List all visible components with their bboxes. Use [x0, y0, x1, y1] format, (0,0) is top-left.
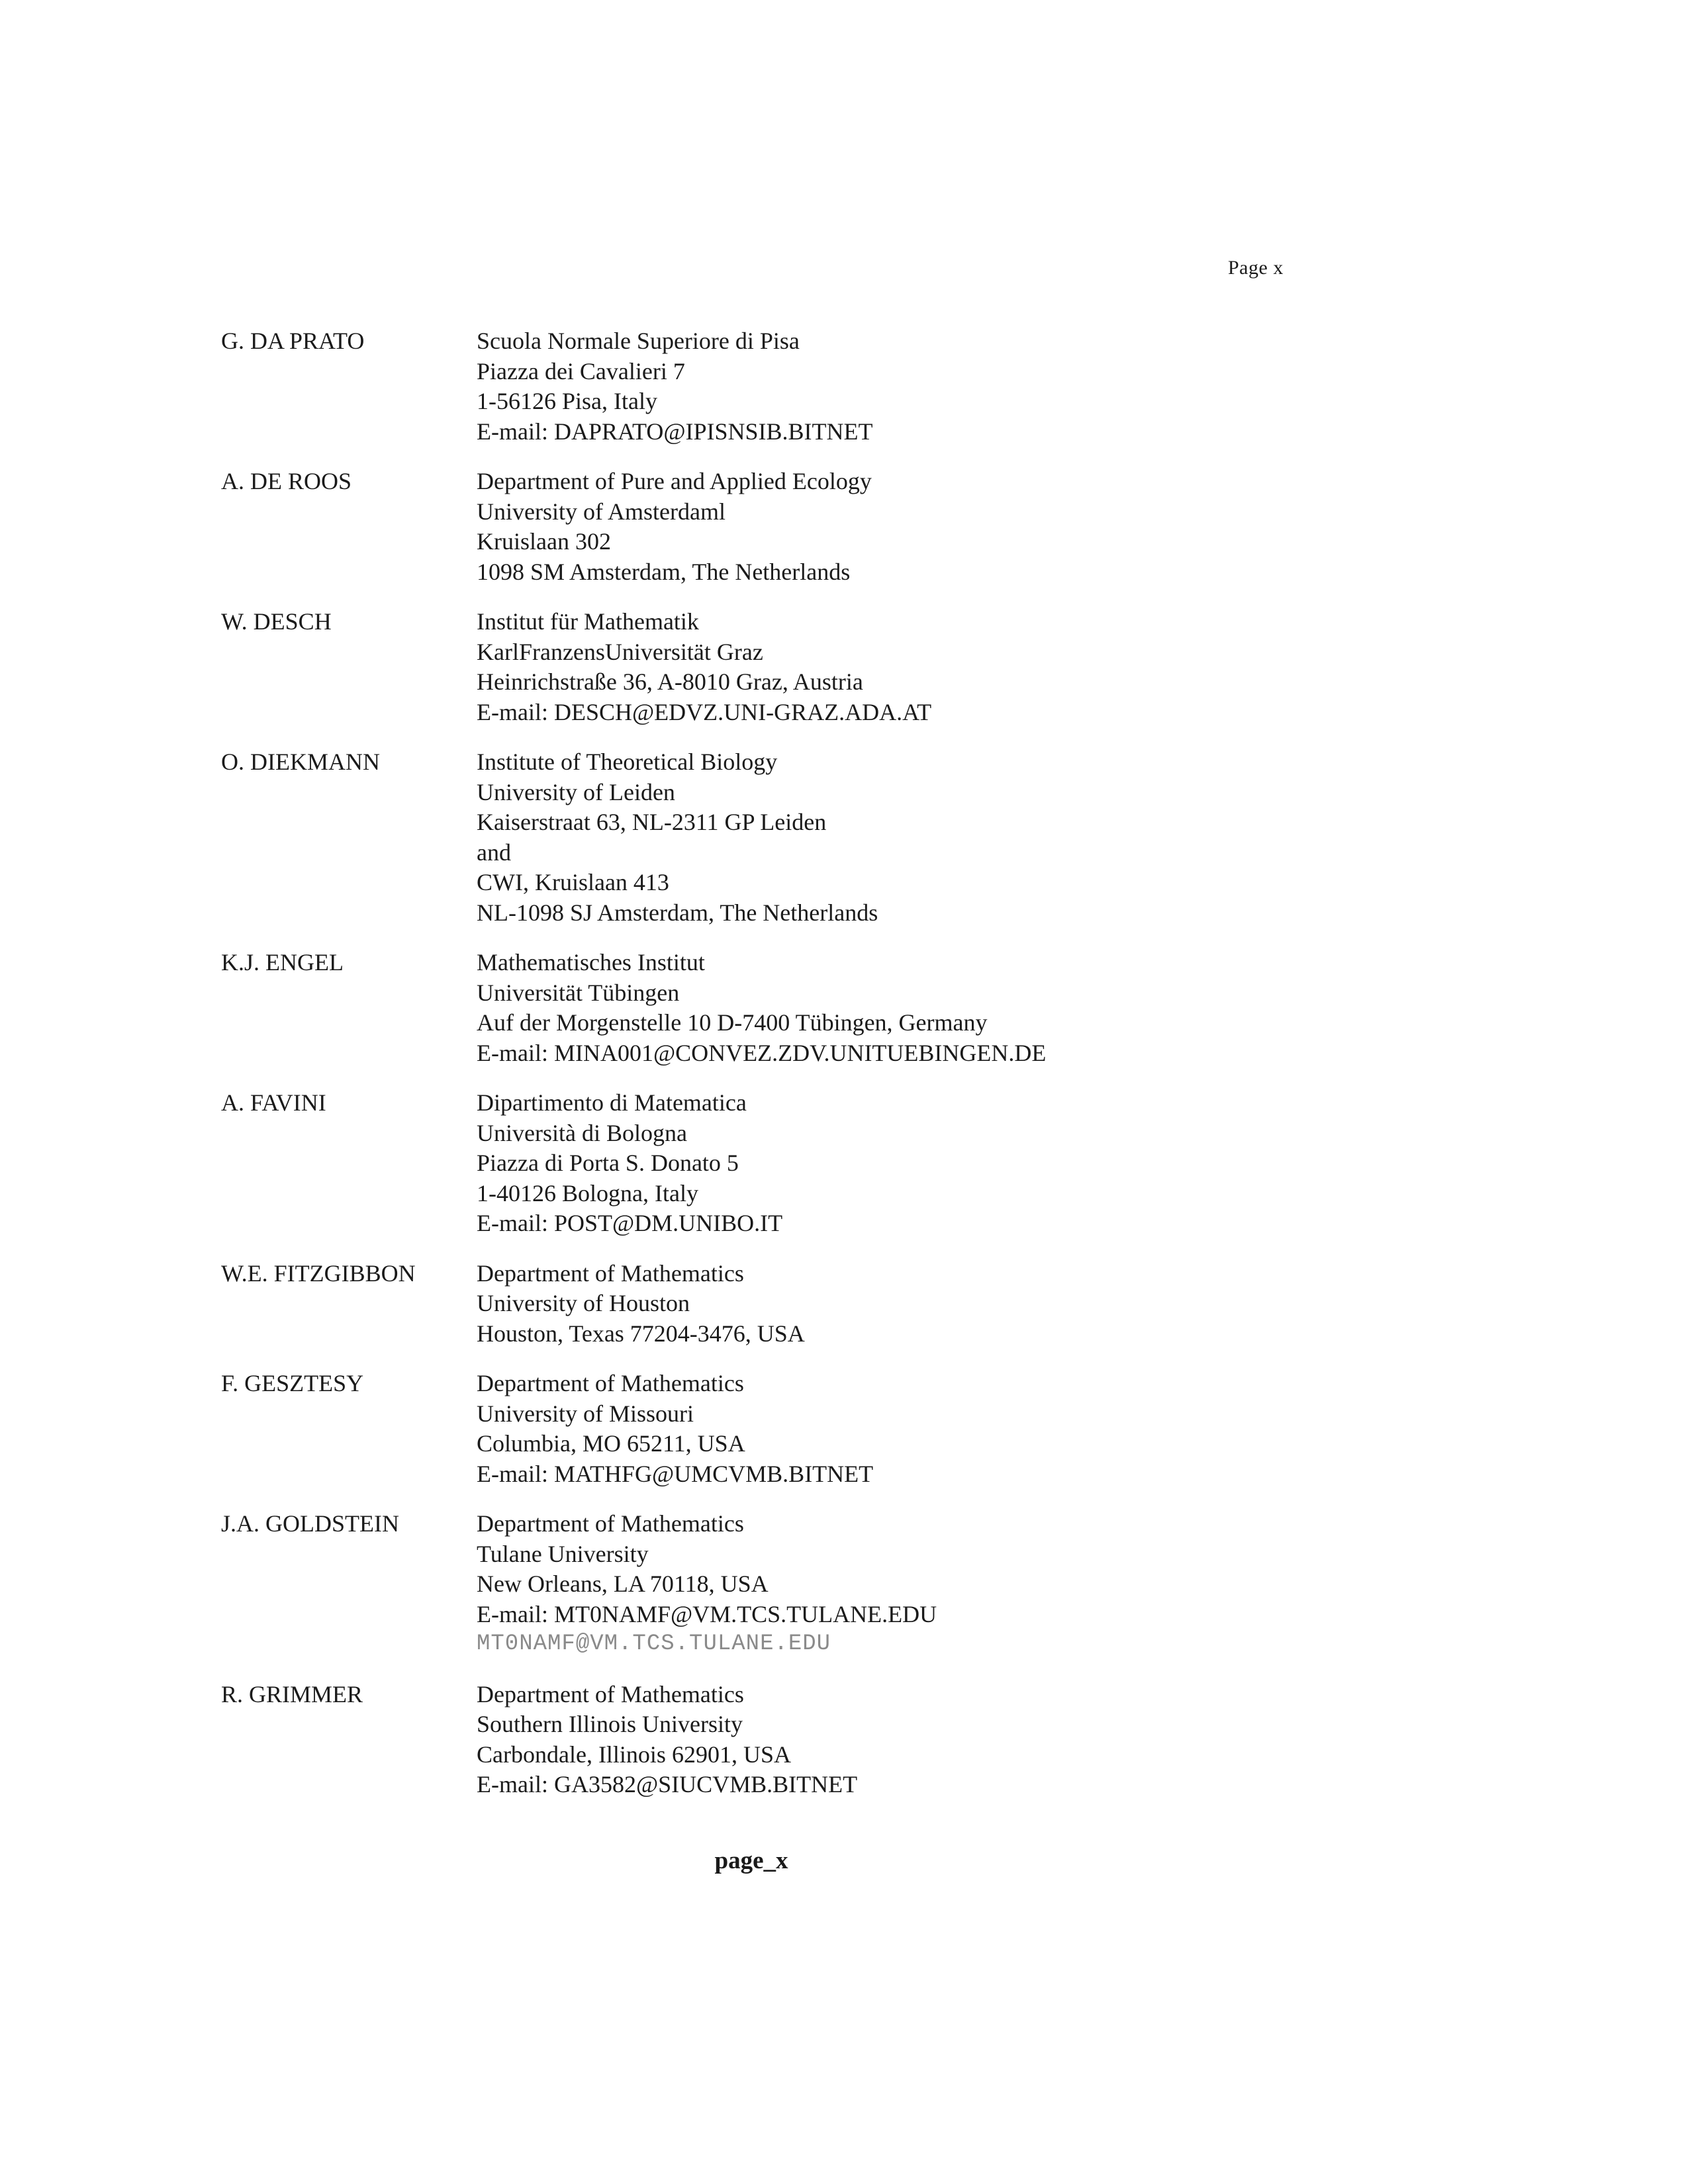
address-line: Dipartimento di Matematica [477, 1089, 747, 1116]
contributor-entry [221, 1509, 1479, 1660]
contributor-entry [221, 1088, 1479, 1239]
address-line: Heinrichstraße 36, A-8010 Graz, Austria [477, 668, 863, 695]
email-line: E-mail: MINA001@CONVEZ.ZDV.UNITUEBINGEN.DE [477, 1039, 1047, 1066]
address-line: Institut für Mathematik [477, 608, 699, 635]
address-line: Houston, Texas 77204-3476, USA [477, 1320, 805, 1347]
contributor-entry [221, 1680, 1479, 1800]
contributor-entry [221, 1369, 1479, 1489]
email-line: E-mail: GA3582@SIUCVMB.BITNET [477, 1771, 858, 1797]
contributor-name: O. DIEKMANN [221, 749, 380, 775]
address-line: Auf der Morgenstelle 10 D-7400 Tübingen, Germany [477, 1009, 988, 1036]
contributor-entry [221, 948, 1479, 1068]
contributor-name: G. DA PRATO [221, 328, 365, 354]
contributor-name: J.A. GOLDSTEIN [221, 1510, 399, 1537]
email-line: E-mail: MT0NAMF@VM.TCS.TULANE.EDU [477, 1600, 937, 1627]
address-line: and [477, 839, 511, 866]
address-line: Universität Tübingen [477, 979, 680, 1006]
email-line: E-mail: DESCH@EDVZ.UNI-GRAZ.ADA.AT [477, 698, 932, 725]
contributor-name: F. GESZTESY [221, 1370, 364, 1396]
contributor-name: W. DESCH [221, 608, 332, 635]
contributor-entry [221, 1259, 1479, 1349]
address-line: Carbondale, Illinois 62901, USA [477, 1741, 791, 1768]
address-line: New Orleans, LA 70118, USA [477, 1570, 769, 1597]
faded-email-line: MT0NAMF@VM.TCS.TULANE.EDU [477, 1631, 831, 1657]
address-line: University of Leiden [477, 778, 675, 805]
address-line: University of Missouri [477, 1400, 694, 1427]
contributor-address [477, 467, 1479, 587]
address-line: Institute of Theoretical Biology [477, 749, 778, 775]
contributor-address [477, 607, 1479, 727]
page-header: Page x [1228, 257, 1284, 279]
contributor-address [477, 1369, 1479, 1489]
address-line: Kaiserstraat 63, NL-2311 GP Leiden [477, 809, 827, 835]
email-line: E-mail: MATHFG@UMCVMB.BITNET [477, 1460, 874, 1487]
address-line: Department of Mathematics [477, 1259, 744, 1287]
contributor-name: A. DE ROOS [221, 468, 352, 494]
address-line: 1-56126 Pisa, Italy [477, 388, 657, 414]
address-line: Università di Bologna [477, 1119, 687, 1146]
address-line: Piazza dei Cavalieri 7 [477, 357, 685, 385]
address-line: 1-40126 Bologna, Italy [477, 1179, 698, 1206]
address-line: Department of Mathematics [477, 1680, 744, 1707]
address-line: Scuola Normale Superiore di Pisa [477, 328, 800, 354]
address-line: Kruislaan 302 [477, 528, 611, 555]
address-line: Department of Mathematics [477, 1370, 744, 1396]
contributor-name: R. GRIMMER [221, 1680, 363, 1707]
contributor-address [477, 1088, 1479, 1239]
address-line: Southern Illinois University [477, 1711, 743, 1737]
address-line: CWI, Kruislaan 413 [477, 869, 669, 895]
address-line: Columbia, MO 65211, USA [477, 1430, 745, 1457]
address-line: KarlFranzensUniversität Graz [477, 638, 763, 665]
contributor-list [221, 326, 1479, 1820]
contributor-name: W.E. FITZGIBBON [221, 1259, 416, 1287]
contributor-entry [221, 607, 1479, 727]
email-line: E-mail: POST@DM.UNIBO.IT [477, 1210, 783, 1236]
address-line: Tulane University [477, 1540, 649, 1567]
email-line: E-mail: DAPRATO@IPISNSIB.BITNET [477, 418, 873, 445]
address-line: Mathematisches Institut [477, 949, 705, 976]
contributor-entry [221, 747, 1479, 928]
contributor-entry [221, 326, 1479, 447]
contributor-entry [221, 467, 1479, 587]
contributor-address [477, 326, 1479, 447]
contributor-address [477, 747, 1479, 928]
address-line: Piazza di Porta S. Donato 5 [477, 1150, 739, 1176]
contributor-address [477, 1680, 1479, 1800]
page-footer: page_x [714, 1847, 788, 1874]
contributor-name: K.J. ENGEL [221, 949, 344, 976]
address-line: University of Amsterdaml [477, 498, 726, 525]
address-line: University of Houston [477, 1290, 690, 1316]
address-line: Department of Mathematics [477, 1510, 744, 1537]
contributor-name: A. FAVINI [221, 1089, 326, 1116]
address-line: 1098 SM Amsterdam, The Netherlands [477, 558, 851, 585]
address-line: NL-1098 SJ Amsterdam, The Netherlands [477, 899, 878, 926]
contributor-address [477, 1509, 1479, 1660]
contributor-address [477, 1259, 1479, 1349]
address-line: Department of Pure and Applied Ecology [477, 468, 872, 494]
contributor-address [477, 948, 1479, 1068]
